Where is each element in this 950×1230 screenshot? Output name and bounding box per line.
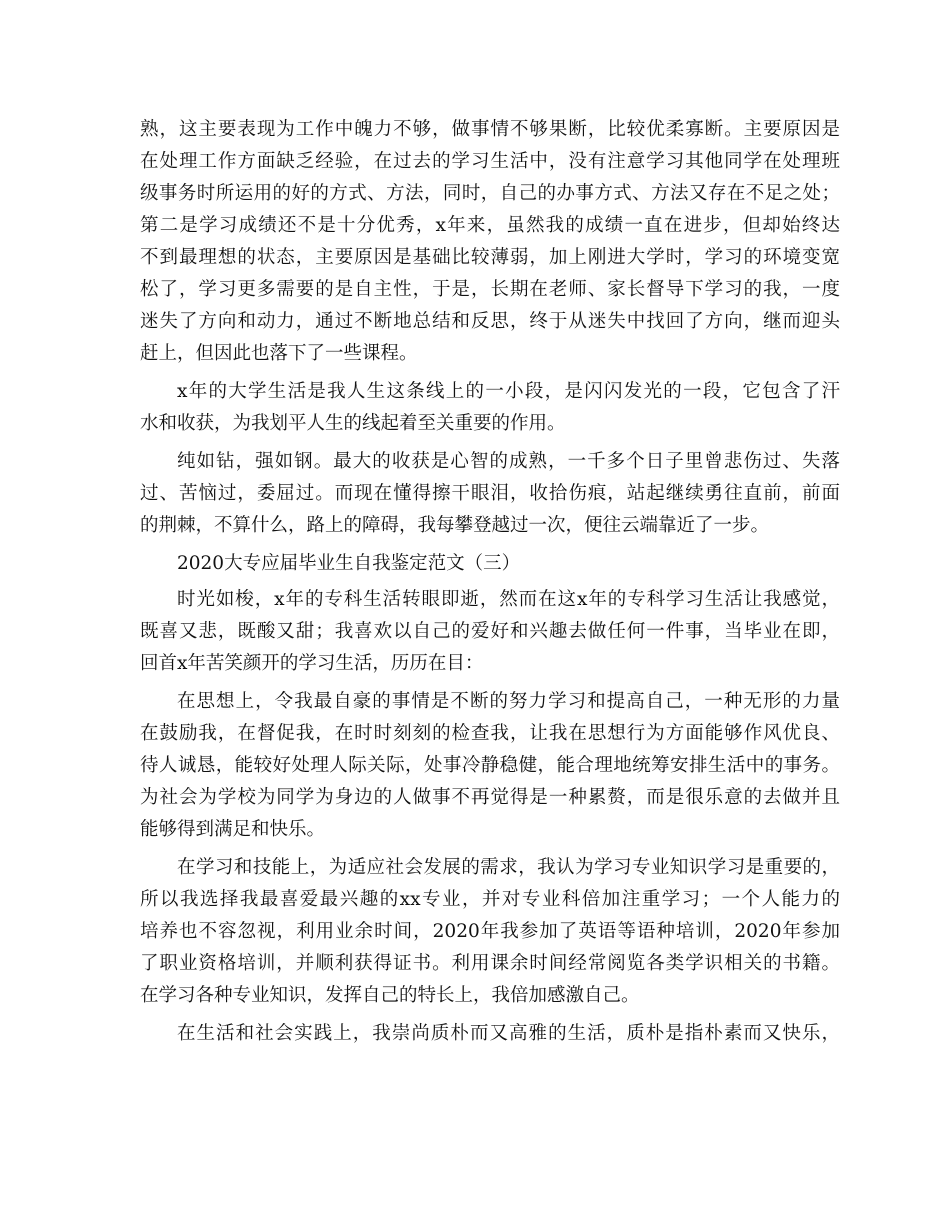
paragraph [140,584,840,680]
paragraph [140,446,840,542]
text-line: 熟，这主要表现为工作中魄力不够，做事情不够果断，比较优柔寡断。主要原因是 [140,119,840,140]
text-line: 松了，学习更多需要的是自主性，于是，长期在老师、家长督导下学习的我，一度 [140,279,840,300]
text-line: 在学习和技能上，为适应社会发展的需求，我认为学习专业知识学习是重要的， [177,857,840,878]
document-body [140,114,840,1050]
text-line: 能够得到满足和快乐。 [140,819,326,840]
text-line: 水和收获，为我划平人生的线起着至关重要的作用。 [140,413,566,434]
text-line: 了职业资格培训，并顺利获得证书。利用课余时间经常阅览各类学识相关的书籍。 [140,953,840,974]
text-line: 既喜又悲，既酸又甜；我喜欢以自己的爱好和兴趣去做任何一件事，当毕业在即， [140,621,840,642]
text-line: 第二是学习成绩还不是十分优秀，x年来，虽然我的成绩一直在进步，但却始终达 [140,215,840,236]
text-line: 2020大专应届毕业生自我鉴定范文（三） [177,553,521,574]
text-line: 回首x年苦笑颜开的学习生活，历历在目： [140,653,484,674]
text-line: 在生活和社会实践上，我崇尚质朴而又高雅的生活，质朴是指朴素而又快乐， [177,1023,840,1044]
text-line: 所以我选择我最喜爱最兴趣的xx专业，并对专业科倍加注重学习；一个人能力的 [140,889,840,910]
paragraph [140,852,840,1012]
text-line: 为社会为学校为同学为身边的人做事不再觉得是一种累赘，而是很乐意的去做并且 [140,787,840,808]
text-line: 待人诚恳，能较好处理人际关际，处事冷静稳健，能合理地统筹安排生活中的事务。 [140,755,840,776]
paragraph [140,1018,840,1050]
paragraph [140,376,840,440]
text-line: 在处理工作方面缺乏经验，在过去的学习生活中，没有注意学习其他同学在处理班 [140,151,840,172]
text-line: 培养也不容忽视，利用业余时间，2020年我参加了英语等语种培训，2020年参加 [140,921,840,942]
text-line: 级事务时所运用的好的方式、方法，同时，自己的办事方式、方法又存在不足之处； [140,183,840,204]
text-line: 在鼓励我，在督促我，在时时刻刻的检查我，让我在思想行为方面能够作风优良、 [140,723,840,744]
text-line: 赶上，但因此也落下了一些课程。 [140,343,418,364]
text-line: 时光如梭，x年的专科生活转眼即逝，然而在这x年的专科学习生活让我感觉， [177,589,840,610]
text-line: 纯如钻，强如钢。最大的收获是心智的成熟，一千多个日子里曾悲伤过、失落 [177,451,840,472]
text-line: 过、苦恼过，委屈过。而现在懂得擦干眼泪，收拾伤痕，站起继续勇往直前，前面 [140,483,840,504]
paragraph [140,686,840,846]
text-line: 不到最理想的状态，主要原因是基础比较薄弱，加上刚进大学时，学习的环境变宽 [140,247,840,268]
paragraph [140,548,840,580]
text-line: 在思想上，令我最自豪的事情是不断的努力学习和提高自己，一种无形的力量 [177,691,840,712]
text-line: x年的大学生活是我人生这条线上的一小段，是闪闪发光的一段，它包含了汗 [177,381,840,402]
text-line: 的荆棘，不算什么，路上的障碍，我每攀登越过一次，便往云端靠近了一步。 [140,515,770,536]
text-line: 在学习各种专业知识，发挥自己的特长上，我倍加感激自己。 [140,985,640,1006]
paragraph [140,114,840,370]
text-line: 迷失了方向和动力，通过不断地总结和反思，终于从迷失中找回了方向，继而迎头 [140,311,840,332]
